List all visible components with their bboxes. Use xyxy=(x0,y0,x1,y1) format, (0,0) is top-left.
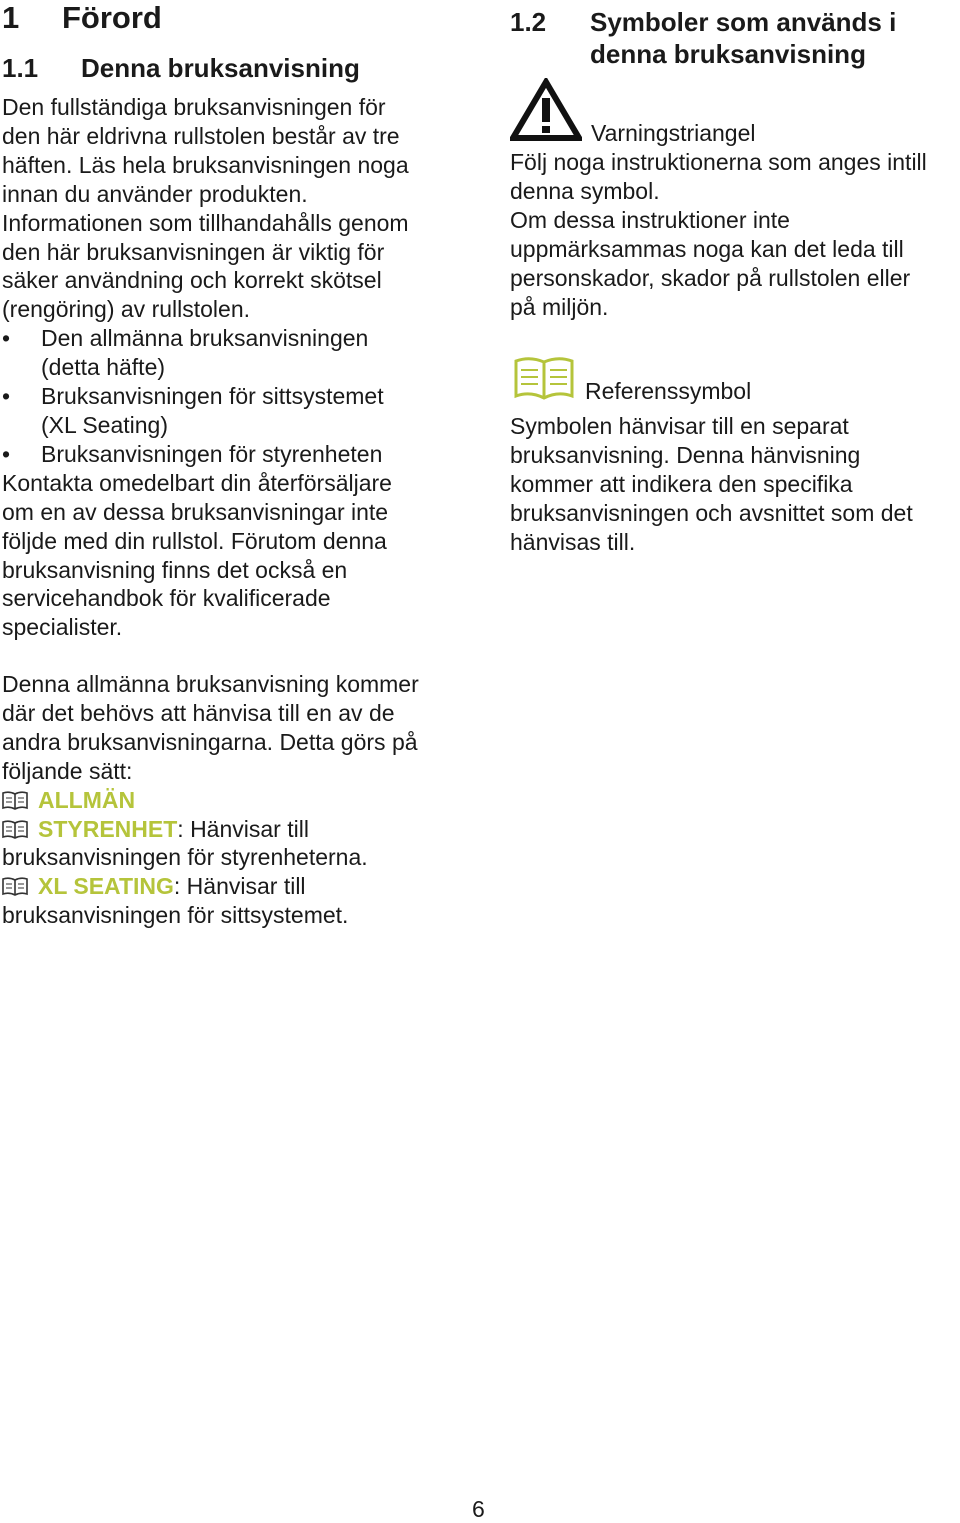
section-title: Denna bruksanvisning xyxy=(81,53,360,83)
bullet-item xyxy=(2,324,472,382)
body-line: specialister. xyxy=(2,614,123,641)
reference-label: XL SEATING xyxy=(38,873,174,900)
body-line: andra bruksanvisningarna. Detta görs på xyxy=(2,728,418,755)
chapter-title: Förord xyxy=(62,0,162,35)
body-line: denna symbol. xyxy=(510,177,660,204)
page-number: 6 xyxy=(472,1496,485,1522)
bullet-line: (detta häfte) xyxy=(41,354,166,381)
body-line: bruksanvisningen och avsnittet som det xyxy=(510,499,913,526)
intro-line: Den fullständiga bruksanvisningen för xyxy=(2,94,386,120)
section-number: 1.1 xyxy=(2,53,39,83)
bullet-line: • Bruksanvisningen för styrenheten xyxy=(41,440,383,467)
book-icon xyxy=(2,877,28,897)
body-line: hänvisas till. xyxy=(510,528,636,555)
body-line: bruksanvisningen för styrenheterna. xyxy=(2,844,368,871)
reference-suffix: : Hänvisar till xyxy=(177,815,309,842)
reference-symbol-label: Referenssymbol xyxy=(585,378,752,404)
book-icon xyxy=(2,820,28,840)
bullet-line: • Den allmänna bruksanvisningen xyxy=(41,325,369,352)
bullet-item xyxy=(2,382,472,440)
bullet-line: (XL Seating) xyxy=(41,411,168,438)
body-line: Följ noga instruktionerna som anges intill xyxy=(510,149,927,175)
reference-suffix: : Hänvisar till xyxy=(173,873,306,900)
section-title-line: denna bruksanvisning xyxy=(590,39,866,69)
body-line: följande sätt: xyxy=(2,757,133,784)
bullet-item xyxy=(2,440,472,469)
body-line: följde med din rullstol. Förutom denna xyxy=(2,527,387,554)
reference-label: ALLMÄN xyxy=(38,786,136,813)
body-line: kommer att indikera den specifika xyxy=(510,470,853,497)
body-line: bruksanvisning finns det också en xyxy=(2,556,348,583)
body-line: Symbolen hänvisar till en separat xyxy=(510,413,849,439)
reference-styrenhet xyxy=(2,815,472,844)
chapter-number: 1 xyxy=(2,0,20,35)
section-number: 1.2 xyxy=(510,7,547,37)
intro-line: Informationen som tillhandahålls genom xyxy=(2,209,409,236)
bullet-line: • Bruksanvisningen för sittsystemet xyxy=(41,383,384,410)
reference-label: STYRENHET xyxy=(38,815,178,842)
book-icon xyxy=(2,791,28,811)
section-title-line: Symboler som används i xyxy=(590,7,897,37)
warning-text xyxy=(510,148,960,321)
warning-label: Varningstriangel xyxy=(591,120,756,146)
warning-triangle-icon xyxy=(510,78,582,142)
reference-xl-seating xyxy=(2,872,472,901)
intro-body xyxy=(2,93,472,642)
body-line: servicehandbok för kvalificerade xyxy=(2,585,331,612)
book-icon xyxy=(513,356,575,402)
body-line: där det behövs att hänvisa till en av de xyxy=(2,699,395,726)
intro-line: innan du använder produkten. xyxy=(2,180,308,207)
reference-symbol-text xyxy=(510,412,960,557)
intro-line: säker användning och korrekt skötsel xyxy=(2,267,382,294)
body-line: Denna allmänna bruksanvisning kommer xyxy=(2,671,419,697)
section-heading-1-1 xyxy=(2,52,360,84)
chapter-heading xyxy=(2,0,162,36)
references-body xyxy=(2,670,472,930)
body-line: Kontakta omedelbart din återförsäljare xyxy=(2,469,392,496)
body-line: på miljön. xyxy=(510,293,609,320)
body-line: bruksanvisningen för sittsystemet. xyxy=(2,902,349,929)
intro-line: häften. Läs hela bruksanvisningen noga xyxy=(2,151,409,178)
body-line: om en av dessa bruksanvisningar inte xyxy=(2,498,389,525)
body-line: uppmärksammas noga kan det leda till xyxy=(510,235,904,262)
reference-allman xyxy=(2,786,472,815)
body-line: bruksanvisning. Denna hänvisning xyxy=(510,441,861,468)
intro-line: den här eldrivna rullstolen består av tre xyxy=(2,122,400,149)
body-line: Om dessa instruktioner inte xyxy=(510,206,790,233)
intro-line: den här bruksanvisningen är viktig för xyxy=(2,238,385,265)
body-line: personskador, skador på rullstolen eller xyxy=(510,264,911,291)
intro-line: (rengöring) av rullstolen. xyxy=(2,296,251,323)
section-heading-1-2 xyxy=(510,6,960,70)
